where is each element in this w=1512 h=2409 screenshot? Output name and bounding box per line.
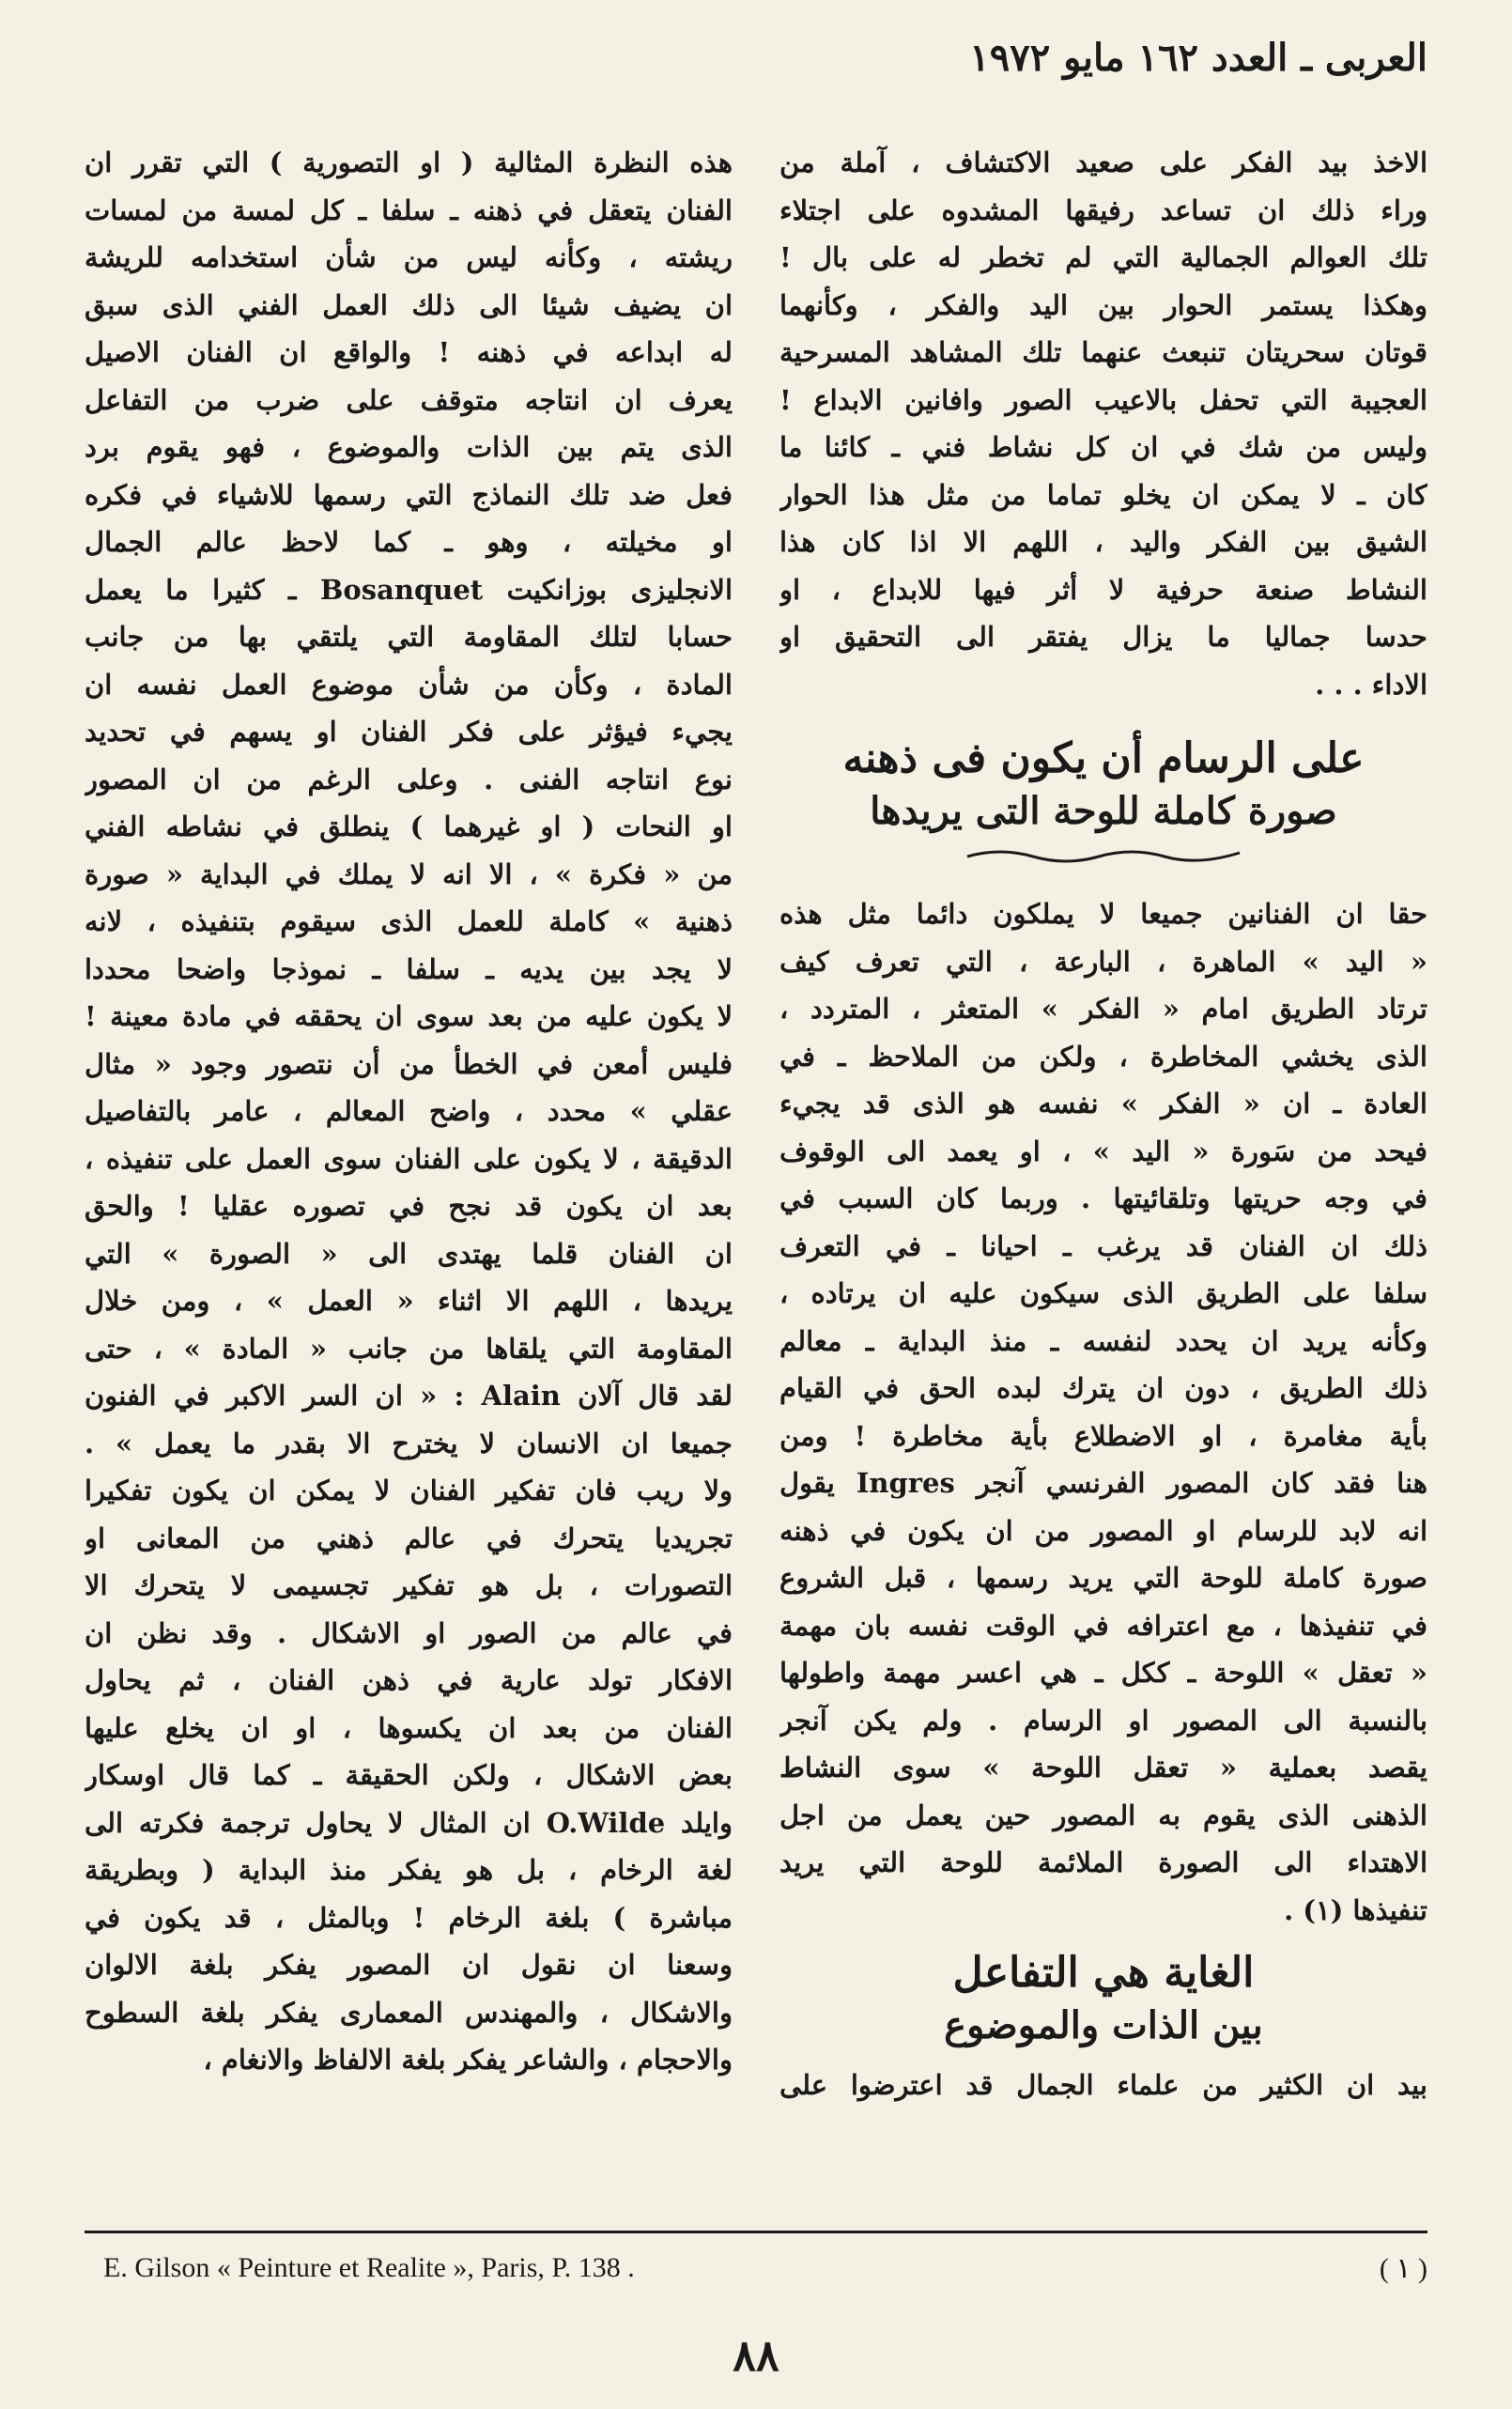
text-line: حدسا جماليا ما يزال يفتقر الى التحقيق او xyxy=(779,621,1427,653)
text-line: المادة ، وكأن من شأن موضوع العمل نفسه ان xyxy=(85,668,733,701)
text-line: بعض الاشكال ، ولكن الحقيقة ـ كما قال اوسكار xyxy=(85,1759,733,1791)
text-line: لا يجد بين يديه ـ سلفا ـ نموذجا واضحا محددا xyxy=(85,952,733,985)
text-line: الفنان يتعقل في ذهنه ـ سلفا ـ كل لمسة من لمسات xyxy=(85,193,733,226)
text-line: النشاط صنعة حرفية لا أثر فيها للابداع ، او xyxy=(779,573,1427,606)
running-header: العربى ـ العدد ١٦٢ مايو ١٩٧٢ xyxy=(969,36,1427,80)
footnote-divider xyxy=(85,2231,1427,2233)
text-line: وايلد O.Wilde ان المثال لا يحاول ترجمة فكرته الى xyxy=(85,1806,733,1839)
heading-line: بين الذات والموضوع xyxy=(944,2003,1263,2047)
text-line: جميعا ان الانسان لا يخترح الا بقدر ما يعمل » . xyxy=(85,1427,733,1459)
text-line: الافكار تولد عارية في ذهن الفنان ، ثم يحاول xyxy=(85,1664,733,1696)
text-line: يعرف ان انتاجه متوقف على ضرب من التفاعل xyxy=(85,383,733,416)
heading-line: الغاية هي التفاعل xyxy=(952,1949,1255,1997)
text-line: لغة الرخام ، بل هو يفكر منذ البداية ( وبطريقة xyxy=(85,1854,733,1886)
text-line: او النحات ( او غيرهما ) ينطلق في نشاطه الفني xyxy=(85,811,733,842)
page-number: ٨٨ xyxy=(733,2330,779,2381)
text-line: العادة ـ ان « الفكر » نفسه هو الذى قد يجيء xyxy=(779,1088,1427,1120)
section-2-text xyxy=(779,2062,1427,2109)
text-line: الشيق بين الفكر واليد ، اللهم الا اذا كان هذا xyxy=(779,526,1427,558)
text-line: وكأنه يريد ان يحدد لنفسه ـ منذ البداية ـ معالم xyxy=(779,1324,1427,1357)
text-line: قوتان سحريتان تنبعث عنهما تلك المشاهد المسرحية xyxy=(779,336,1427,368)
text-line: والاشكال ، والمهندس المعمارى يفكر بلغة السطوح xyxy=(85,1996,733,2029)
text-line: بأية مغامرة ، او الاضطلاع بأية مخاطرة ! ومن xyxy=(779,1419,1427,1452)
text-line: ولا ريب فان تفكير الفنان لا يمكن ان يكون تفكيرا xyxy=(85,1475,733,1506)
text-line: لا يكون عليه من بعد سوى ان يحققه في مادة معينة ! xyxy=(85,1000,733,1032)
text-line: ان يضيف شيئا الى ذلك العمل الفني الذى سبق xyxy=(85,288,733,321)
text-line: يقصد بعملية « تعقل اللوحة » سوى النشاط xyxy=(779,1752,1427,1784)
section-1-text xyxy=(779,890,1427,1934)
text-line: يريدها ، اللهم الا اثناء « العمل » ، ومن خلال xyxy=(85,1285,733,1317)
text-line: والاحجام ، والشاعر يفكر بلغة الالفاظ والانغام ، xyxy=(203,2044,733,2076)
text-line: التصورات ، بل هو تفكير تجسيمى لا يتحرك الا xyxy=(85,1569,733,1601)
footnote-number: ( ١ ) xyxy=(1379,2253,1427,2284)
text-line: في وجه حريتها وتلقائيتها . وربما كان السبب في xyxy=(779,1182,1427,1214)
text-line: بعد ان يكون قد نجح في تصوره عقليا ! والحق xyxy=(85,1190,733,1222)
text-line: وسعنا ان نقول ان المصور يفكر بلغة الالوان xyxy=(85,1949,733,1981)
text-line: الفنان من بعد ان يكسوها ، او ان يخلع عليها xyxy=(85,1711,733,1744)
text-line: فيحد من سَورة « اليد » ، او يعمد الى الوقوف xyxy=(779,1135,1427,1167)
text-line: الدقيقة ، لا يكون على الفنان سوى العمل على تنفيذه ، xyxy=(85,1142,733,1175)
text-line: الاخذ بيد الفكر على صعيد الاكتشاف ، آملة من xyxy=(779,147,1427,178)
text-line: الذى يتم بين الذات والموضوع ، فهو يقوم برد xyxy=(85,431,733,463)
text-line: « تعقل » اللوحة ـ ككل ـ هي اعسر مهمة واطولها xyxy=(779,1657,1427,1689)
heading-underline-ornament xyxy=(963,843,1244,868)
text-line: تنفيذها (١) . xyxy=(1284,1893,1427,1926)
text-line: وليس من شك في ان كل نشاط فني ـ كائنا ما xyxy=(779,431,1427,463)
text-line: في تنفيذها ، مع اعترافه في الوقت نفسه بان مهمة xyxy=(779,1609,1427,1642)
text-line: هذه النظرة المثالية ( او التصورية ) التي تقرر ان xyxy=(85,147,733,178)
text-line: عقلي » محدد ، واضح المعالم ، عامر بالتفاصيل xyxy=(85,1095,733,1127)
text-line: ذلك الطريق ، دون ان يترك لبده الحق في القيام xyxy=(779,1372,1427,1404)
text-line: فليس أمعن في الخطأ من أن نتصور وجود « مثال xyxy=(85,1047,733,1080)
heading-line: على الرسام أن يكون فى ذهنه xyxy=(842,734,1365,782)
text-line: وهكذا يستمر الحوار بين اليد والفكر ، وكأنهما xyxy=(779,288,1427,321)
text-line: العجيبة التي تحفل بالاعيب الصور وافانين الابداع ! xyxy=(779,383,1427,416)
text-line: ذهنية » كاملة للعمل الذى سيقوم بتنفيذه ، لانه xyxy=(85,905,733,937)
section-heading-1 xyxy=(779,733,1427,868)
text-line: ترتاد الطريق امام « الفكر » المتعثر ، المتردد ، xyxy=(779,993,1427,1025)
text-line: الذهنى الذى يقوم به المصور حين يعمل من اجل xyxy=(779,1799,1427,1831)
text-line: سلفا على الطريق الذى سيكون عليه ان يرتاده ، xyxy=(779,1277,1427,1309)
text-line: من « فكرة » ، الا انه لا يملك في البداية « صورة xyxy=(85,857,733,890)
text-line: صورة كاملة للوحة التي يريد رسمها ، قبل الشروع xyxy=(779,1562,1427,1594)
text-line: الاهتداء الى الصورة الملائمة للوحة التي يريد xyxy=(779,1846,1427,1878)
text-line: كان ـ لا يمكن ان يخلو تماما من مثل هذا الحوار xyxy=(779,478,1427,511)
text-line: مباشرة ) بلغة الرخام ! وبالمثل ، قد يكون في xyxy=(85,1901,733,1934)
section-heading-2 xyxy=(779,1947,1427,2052)
text-line: يجيء فيؤثر على فكر الفنان او يسهم في تحديد xyxy=(85,716,733,748)
text-line: انه لابد للرسام او المصور من ان يكون في ذهنه xyxy=(779,1514,1427,1547)
text-line: الانجليزى بوزانكيت Bosanquet ـ كثيرا ما يعمل xyxy=(85,573,733,606)
text-line: حسابا لتلك المقاومة التي يلتقي بها من جانب xyxy=(85,621,733,653)
text-line: الذى يخشي المخاطرة ، ولكن من الملاحظ ـ في xyxy=(779,1040,1427,1073)
text-line: المقاومة التي يلقاها من جانب « المادة » ، حتى xyxy=(85,1332,733,1365)
right-column xyxy=(779,139,1427,2109)
left-column xyxy=(85,139,733,2084)
text-line: هنا فقد كان المصور الفرنسي آنجر Ingres يقول xyxy=(779,1467,1427,1499)
text-line: بالنسبة الى المصور او الرسام . ولم يكن آنجر xyxy=(779,1704,1427,1737)
text-line: حقا ان الفنانين جميعا لا يملكون دائما مثل هذه xyxy=(779,898,1427,930)
text-line: وراء ذلك ان تساعد رفيقها المشدوه على اجتلاء xyxy=(779,193,1427,226)
text-line: ريشته ، وكأنه ليس من شأن استخدامه للريشة xyxy=(85,241,733,273)
text-line: ان الفنان قلما يهتدى الى « الصورة » التي xyxy=(85,1237,733,1270)
text-line: لقد قال آلان Alain : « ان السر الاكبر في الفنون xyxy=(85,1380,733,1412)
text-line: الاداء . . . xyxy=(1315,668,1427,701)
text-line: له ابداعه في ذهنه ! والواقع ان الفنان الاصيل xyxy=(85,336,733,368)
text-line: تجريديا يتحرك في عالم ذهني من المعانى او xyxy=(85,1521,733,1554)
footnote-source: E. Gilson « Peinture et Realite », Paris, P. 138 . xyxy=(103,2252,635,2283)
text-line: في عالم من الصور او الاشكال . وقد نظن ان xyxy=(85,1616,733,1649)
text-line: « اليد » الماهرة ، البارعة ، التي تعرف كيف xyxy=(779,945,1427,978)
intro-text xyxy=(779,139,1427,708)
text-line: تلك العوالم الجمالية التي لم تخطر له على بال ! xyxy=(779,241,1427,273)
text-line: ذلك ان الفنان قد يرغب ـ احيانا ـ في التعرف xyxy=(779,1229,1427,1262)
text-line: او مخيلته ، وهو ـ كما لاحظ عالم الجمال xyxy=(85,526,733,558)
text-line: فعل ضد تلك النماذج التي رسمها للاشياء في فكره xyxy=(85,478,733,511)
text-line: بيد ان الكثير من علماء الجمال قد اعترضوا على xyxy=(779,2069,1427,2101)
heading-line: صورة كاملة للوحة التى يريدها xyxy=(870,789,1337,833)
text-line: نوع انتاجه الفنى . وعلى الرغم من ان المصور xyxy=(85,763,733,795)
